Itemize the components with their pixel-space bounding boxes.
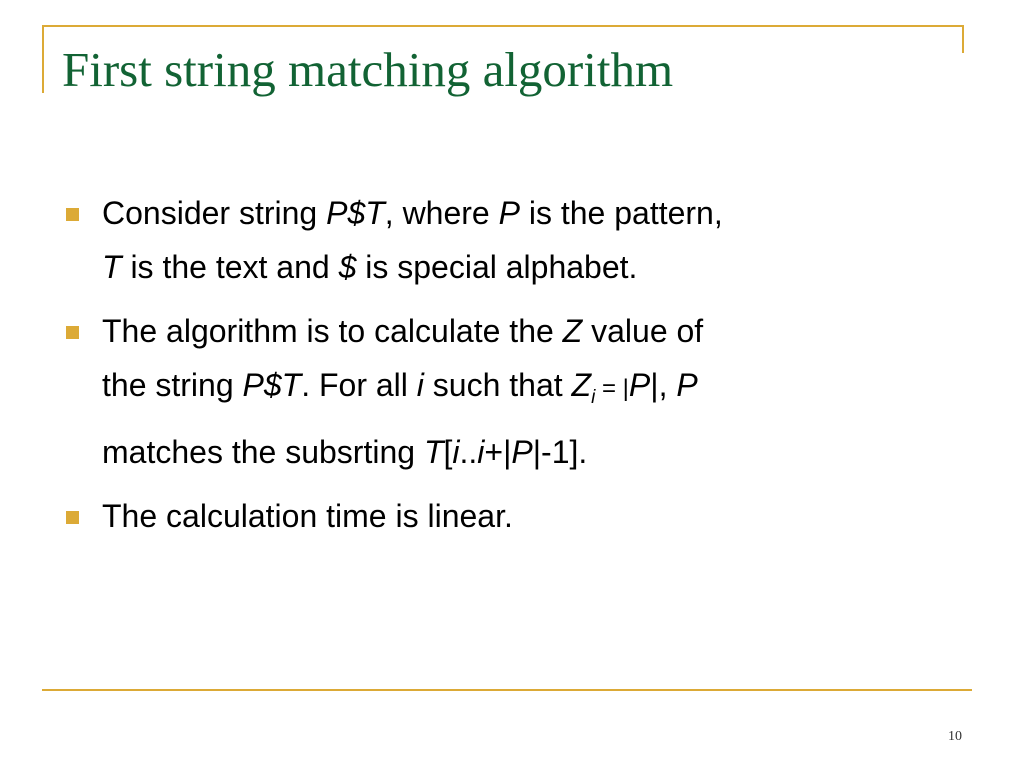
top-frame-line xyxy=(42,25,964,27)
math-subscript: i xyxy=(591,387,596,408)
text-run: |, xyxy=(650,367,677,403)
text-run: |-1]. xyxy=(532,434,588,470)
text-run: The algorithm is to calculate the xyxy=(102,313,563,349)
text-run: matches the subsrting xyxy=(102,434,424,470)
square-bullet-icon xyxy=(66,208,79,221)
text-run: the string xyxy=(102,367,243,403)
text-run: The calculation time is linear. xyxy=(102,498,513,534)
bullet-line xyxy=(102,240,962,294)
text-run: is the pattern, xyxy=(519,195,723,231)
math-var: Z xyxy=(562,313,583,349)
bullet-line xyxy=(102,186,962,240)
square-bullet-icon xyxy=(66,511,79,524)
text-run: .. xyxy=(459,434,478,470)
text-run: value of xyxy=(582,313,704,349)
math-var: P$T xyxy=(242,367,302,403)
text-run: , where xyxy=(384,195,499,231)
text-run: +| xyxy=(484,434,512,470)
page-number: 10 xyxy=(948,729,962,744)
math-var: T xyxy=(102,249,122,285)
math-var: $ xyxy=(338,249,357,285)
bullet-line xyxy=(102,304,962,358)
math-var: P$T xyxy=(326,195,385,231)
left-frame-line xyxy=(42,25,44,93)
bullet-item xyxy=(62,489,962,543)
text-run: Consider string xyxy=(102,195,327,231)
math-var: P xyxy=(676,367,698,403)
text-run: such that xyxy=(423,367,572,403)
text-run: [ xyxy=(443,434,453,470)
square-bullet-icon xyxy=(66,326,79,339)
bullet-item xyxy=(62,304,962,479)
math-var: i xyxy=(416,367,424,403)
text-run: . For all xyxy=(301,367,417,403)
math-var: P xyxy=(511,434,533,470)
bullet-line xyxy=(102,489,962,543)
math-var: Z xyxy=(571,367,592,403)
right-frame-line xyxy=(962,25,964,53)
math-var: P xyxy=(628,367,651,403)
text-run: is the text and xyxy=(121,249,339,285)
math-var: T xyxy=(423,434,444,470)
bullet-line xyxy=(102,358,962,425)
slide-title: First string matching algorithm xyxy=(62,42,674,97)
bullet-list xyxy=(62,186,962,553)
math-var: P xyxy=(498,195,520,231)
text-run: is special alphabet. xyxy=(356,249,638,285)
bullet-line xyxy=(102,425,962,479)
bullet-item xyxy=(62,186,962,294)
math-var: i xyxy=(452,434,460,470)
math-var: i xyxy=(477,434,485,470)
text-run: = | xyxy=(595,375,629,402)
bottom-divider xyxy=(42,689,972,691)
